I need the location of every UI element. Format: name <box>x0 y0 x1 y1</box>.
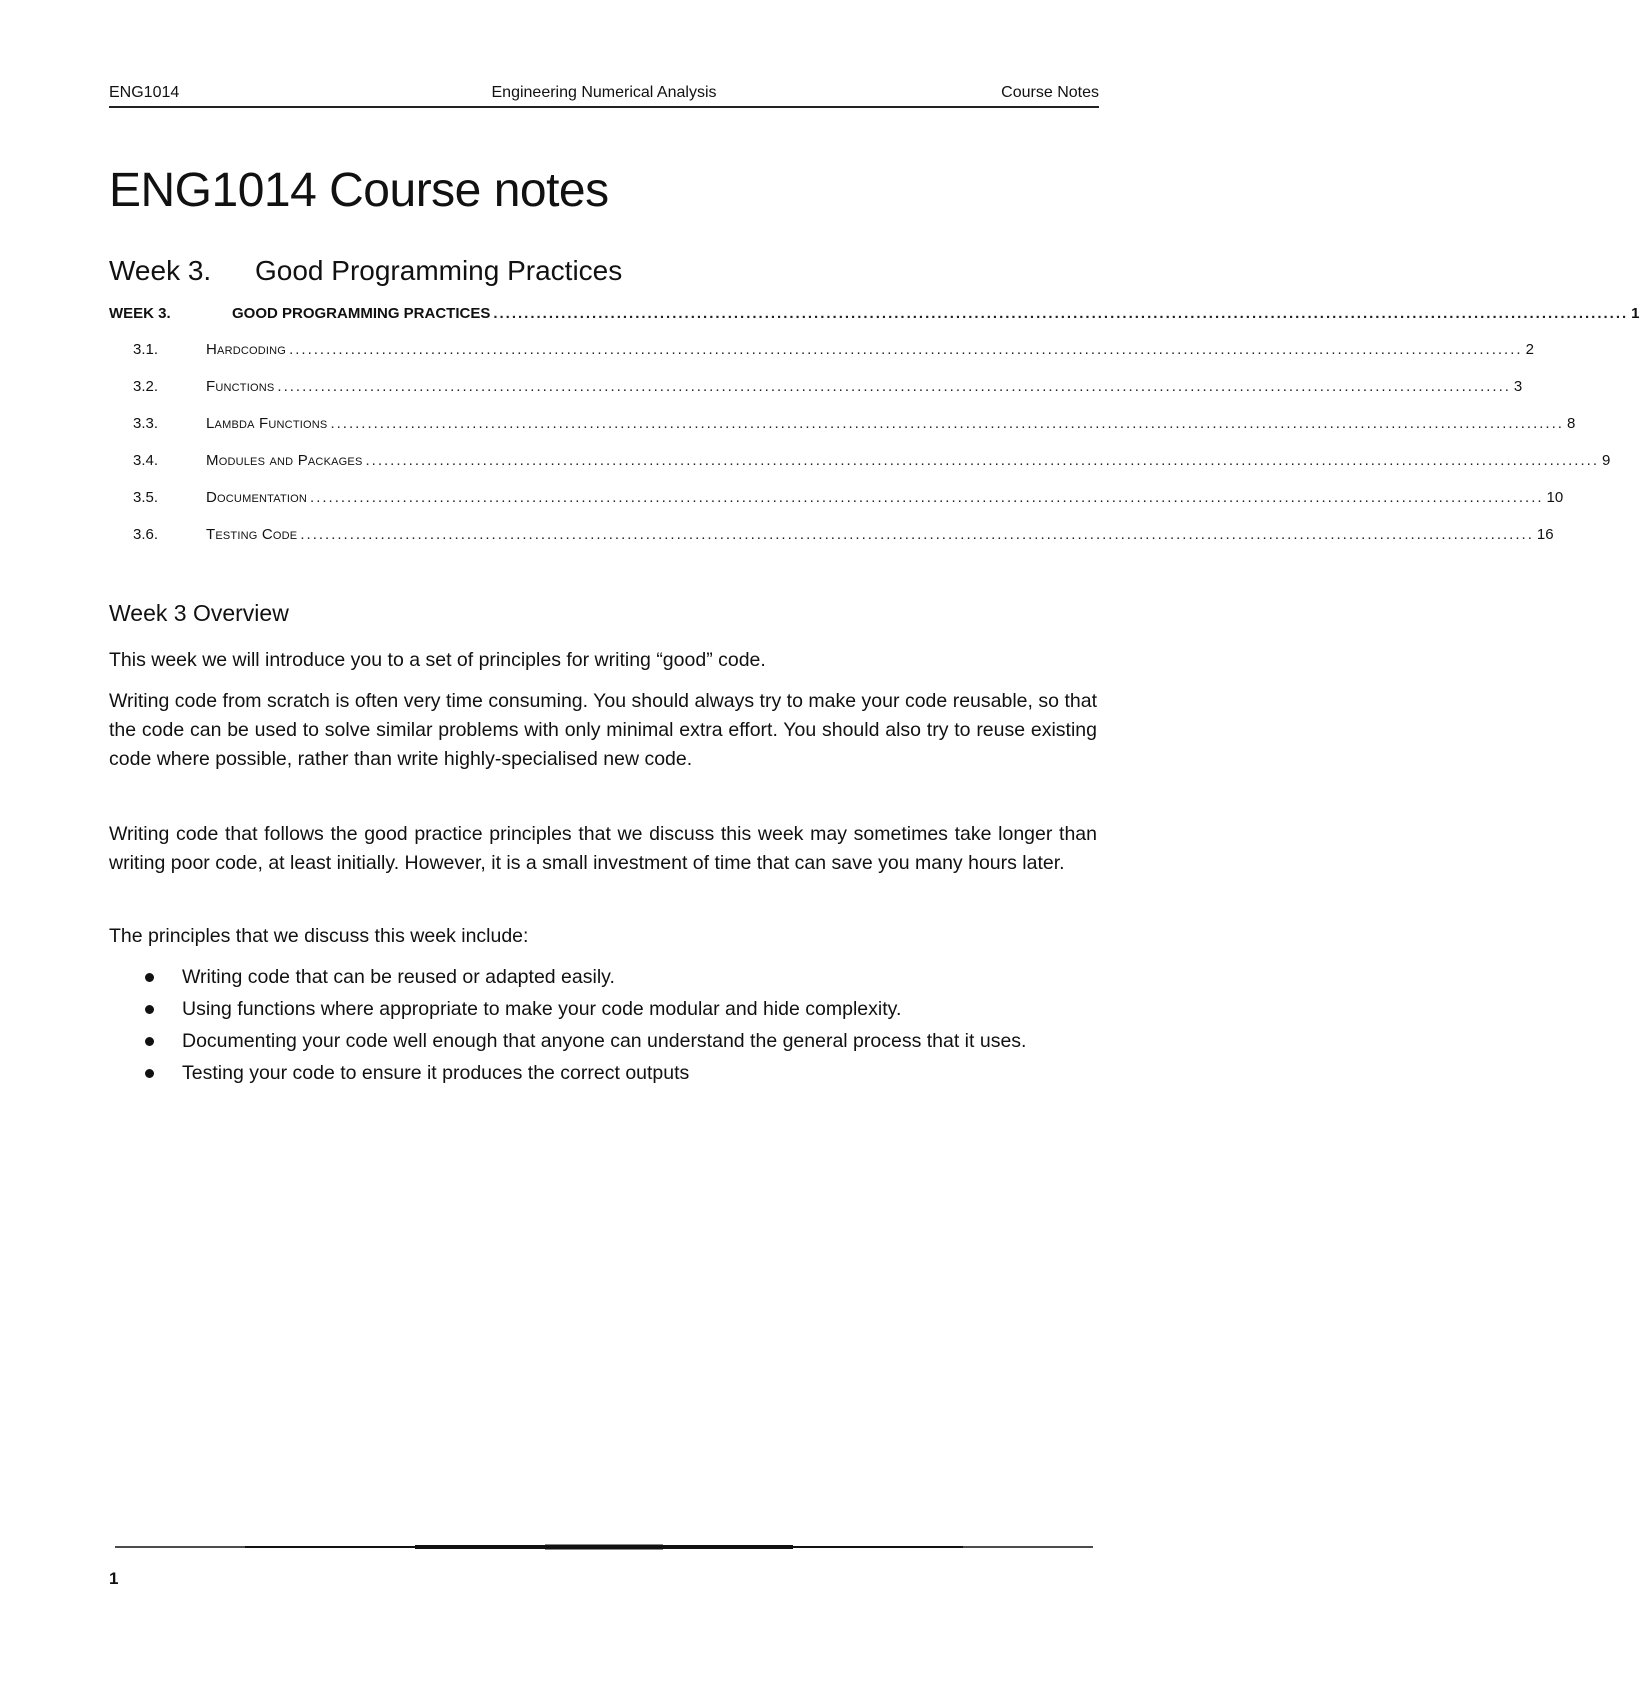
list-item <box>109 963 1097 992</box>
toc-entry-page: 16 <box>1536 526 1554 543</box>
toc-entry-number: 3.3. <box>133 415 159 432</box>
toc-entry-page: 1 <box>1631 305 1640 322</box>
toc-dot-leader: ........................................................................................................................................................................................................ <box>310 489 1544 506</box>
toc-entry-number: 3.2. <box>133 378 159 395</box>
toc-entry-lambda-functions[interactable] <box>109 415 1576 452</box>
toc-entry-title: Hardcoding <box>206 341 287 358</box>
toc-entry-functions[interactable] <box>109 378 1523 415</box>
overview-heading: Week 3 Overview <box>109 600 289 626</box>
toc-entry-hardcoding[interactable] <box>109 341 1534 378</box>
overview-paragraph: The principles that we discuss this week include: <box>109 925 529 947</box>
list-item-text: Testing your code to ensure it produces the correct outputs <box>182 1062 690 1084</box>
list-item <box>109 1059 1097 1088</box>
toc-entry-title: Documentation <box>206 489 308 506</box>
toc-dot-leader: ........................................................................................................................................................................................................ <box>330 415 1564 432</box>
list-item-text: Writing code that can be reused or adapted easily. <box>182 966 615 988</box>
toc-entry-page: 10 <box>1546 489 1564 506</box>
toc-entry-number: 3.1. <box>133 341 159 358</box>
overview-paragraph: This week we will introduce you to a set of principles for writing “good” code. <box>109 649 766 671</box>
bullet-icon <box>145 1037 154 1046</box>
toc-entry-week-3[interactable] <box>109 305 1640 341</box>
running-header <box>109 84 1099 108</box>
toc-entry-title: Functions <box>206 378 275 395</box>
toc-entry-title: GOOD PROGRAMMING PRACTICES <box>232 305 491 322</box>
toc-entry-testing-code[interactable] <box>109 526 1554 563</box>
toc-dot-leader: ........................................................................................................................................................................................................ <box>277 378 1511 395</box>
toc-entry-number: 3.4. <box>133 452 159 469</box>
week-heading <box>109 255 622 287</box>
bullet-icon <box>145 973 154 982</box>
toc-entry-title: Lambda Functions <box>206 415 328 432</box>
overview-paragraph: Writing code from scratch is often very time consuming. You should always try to make your code reusable, so that the code can be used to solve similar problems with only minimal extra effort. You should also try to reuse existing code where possible, rather than write highly-specialised new code. <box>109 690 1097 770</box>
week-heading-title: Good Programming Practices <box>255 255 623 286</box>
toc-dot-leader: ........................................................................................................................................................................................................ <box>365 452 1599 469</box>
toc-entry-number: WEEK 3. <box>109 305 171 322</box>
header-course-title: Engineering Numerical Analysis <box>491 84 717 101</box>
table-of-contents <box>109 305 1640 563</box>
toc-entry-modules-and-packages[interactable] <box>109 452 1611 489</box>
toc-entry-page: 9 <box>1601 452 1611 469</box>
toc-entry-page: 2 <box>1525 341 1534 358</box>
bullet-icon <box>145 1069 154 1078</box>
header-course-code: ENG1014 <box>109 84 180 101</box>
toc-entry-page: 3 <box>1513 378 1523 395</box>
list-item-text: Using functions where appropriate to make your code modular and hide complexity. <box>182 998 902 1020</box>
list-item-text: Documenting your code well enough that anyone can understand the general process that it uses. <box>182 1030 1027 1052</box>
bullet-icon <box>145 1005 154 1014</box>
toc-entry-number: 3.5. <box>133 489 159 506</box>
document-title: ENG1014 Course notes <box>109 164 609 217</box>
list-item <box>109 1027 1097 1056</box>
principles-list <box>109 963 1097 1091</box>
overview-paragraph: Writing code that follows the good practice principles that we discuss this week may sometimes take longer than writing poor code, at least initially. However, it is a small investment of time that can save you many hours later. <box>109 823 1097 874</box>
toc-entry-title: Modules and Packages <box>206 452 363 469</box>
week-heading-number: Week 3. <box>109 255 212 286</box>
toc-dot-leader: ........................................................................................................................................................................................ <box>493 305 1629 322</box>
toc-entry-documentation[interactable] <box>109 489 1564 526</box>
toc-dot-leader: ........................................................................................................................................................................................................ <box>289 341 1523 358</box>
list-item <box>109 995 1097 1024</box>
page-number: 1 <box>109 1569 119 1588</box>
toc-entry-page: 8 <box>1566 415 1576 432</box>
footer-divider <box>115 1541 1093 1553</box>
toc-dot-leader: ........................................................................................................................................................................................................ <box>300 526 1534 543</box>
header-doc-type: Course Notes <box>1001 84 1099 101</box>
toc-entry-number: 3.6. <box>133 526 159 543</box>
toc-entry-title: Testing Code <box>206 526 298 543</box>
